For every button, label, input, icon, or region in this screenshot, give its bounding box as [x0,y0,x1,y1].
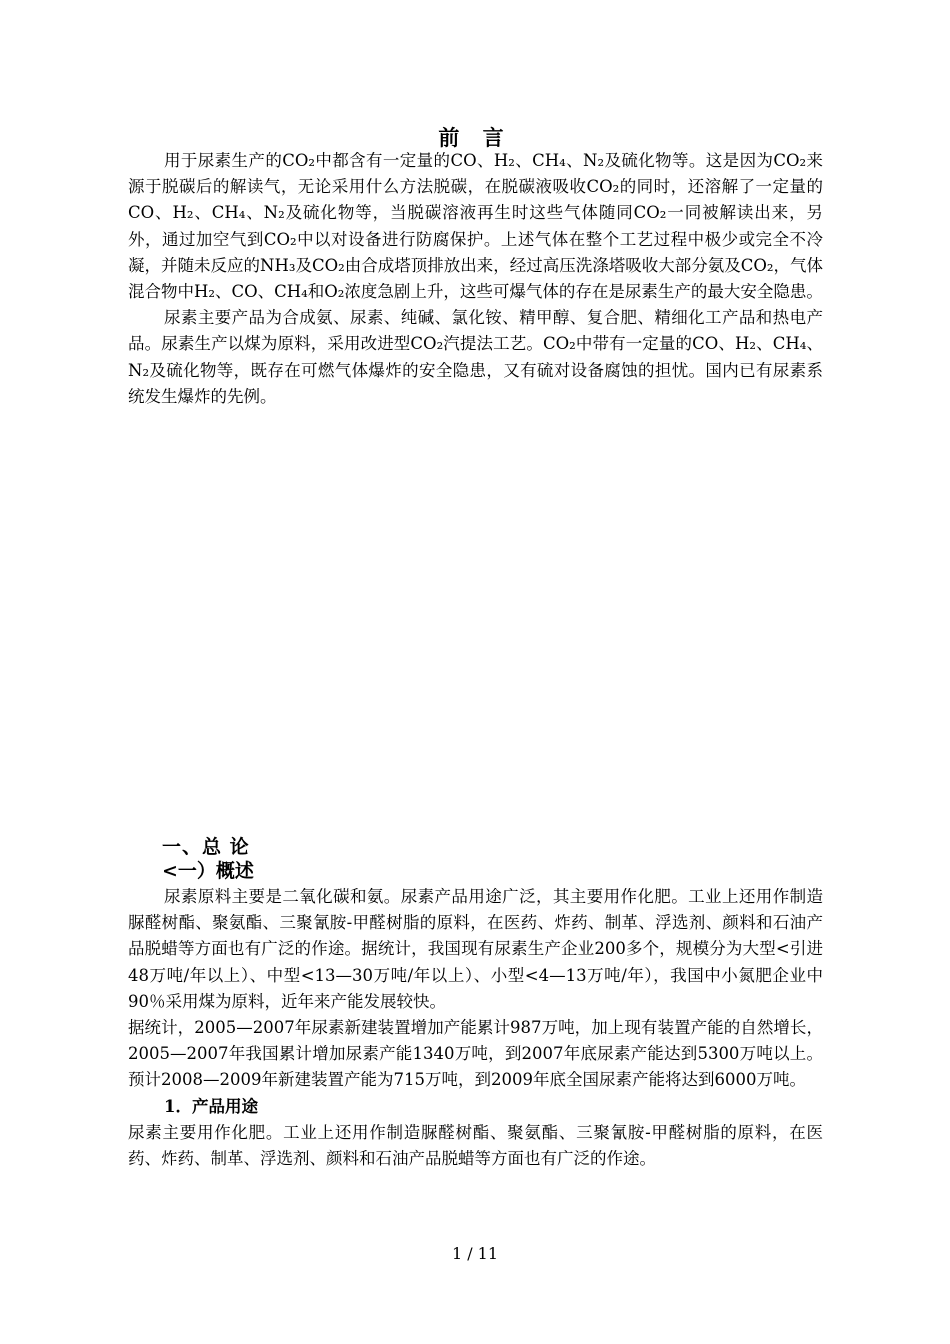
product-use-paragraph: 尿素主要用作化肥。工业上还用作制造脲醛树酯、聚氨酯、三聚氰胺-甲醛树脂的原料，在医药、炸药、制革、浮选剂、颜料和石油产品脱蜡等方面也有广泛的作途。 [128,1122,823,1169]
overview-paragraph-1: 尿素原料主要是二氧化碳和氨。尿素产品用途广泛，其主要用作化肥。工业上还用作制造脲醛树酯、聚氨酯、三聚氰胺-甲醛树脂的原料，在医药、炸药、制革、浮选剂、颜料和石油产品脱蜡等方面也有广泛的作途。据统计，我国现有尿素生产企业200多个，规模分为大型<引进48万吨/年以上）、中型<13—30万吨/年以上）、小型<4—13万吨/年），我国中小氮肥企业中90％采用煤为原料，近年来产能发展较快。 [128,887,823,1011]
section-heading: 一、总 论 [162,836,250,858]
page-number: 1 / 11 [451,1244,499,1263]
overview-paragraph-2: 据统计，2005—2007年尿素新建装置增加产能累计987万吨，加上现有装置产能的自然增长，2005—2007年我国累计增加尿素产能1340万吨，到2007年底尿素产能达到5300万吨以上。预计2008—2009年新建装置产能为715万吨，到2009年底全国尿素产能将达到6000万吨。 [128,1018,823,1090]
preface-body [128,148,823,410]
preface-paragraph-1: 用于尿素生产的CO₂中都含有一定量的CO、H₂、CH₄、N₂及硫化物等。这是因为CO₂来源于脱碳后的解读气，无论采用什么方法脱碳，在脱碳液吸收CO₂的同时，还溶解了一定量的CO、H₂、CH₄、N₂及硫化物等，当脱碳溶液再生时这些气体随同CO₂一同被解读出来，另外，通过加空气到CO₂中以对设备进行防腐保护。上述气体在整个工艺过程中极少或完全不冷凝，并随未反应的NH₃及CO₂由合成塔顶排放出来，经过高压洗涤塔吸收大部分氨及CO₂，气体混合物中H₂、CO、CH₄和O₂浓度急剧上升，这些可爆气体的存在是尿素生产的最大安全隐患。 [128,151,823,302]
overview-body [128,884,823,1172]
preface-title: 前 言 [438,125,512,150]
preface-paragraph-2: 尿素主要产品为合成氨、尿素、纯碱、氯化铵、精甲醇、复合肥、精细化工产品和热电产品。尿素生产以煤为原料，采用改进型CO₂汽提法工艺。CO₂中带有一定量的CO、H₂、CH₄、N₂及硫化物等，既存在可燃气体爆炸的安全隐患，又有硫对设备腐蚀的担忧。国内已有尿素系统发生爆炸的先例。 [128,308,823,406]
subsection-heading: <一）概述 [162,860,254,882]
item-heading-product-use: 1．产品用途 [164,1096,258,1116]
